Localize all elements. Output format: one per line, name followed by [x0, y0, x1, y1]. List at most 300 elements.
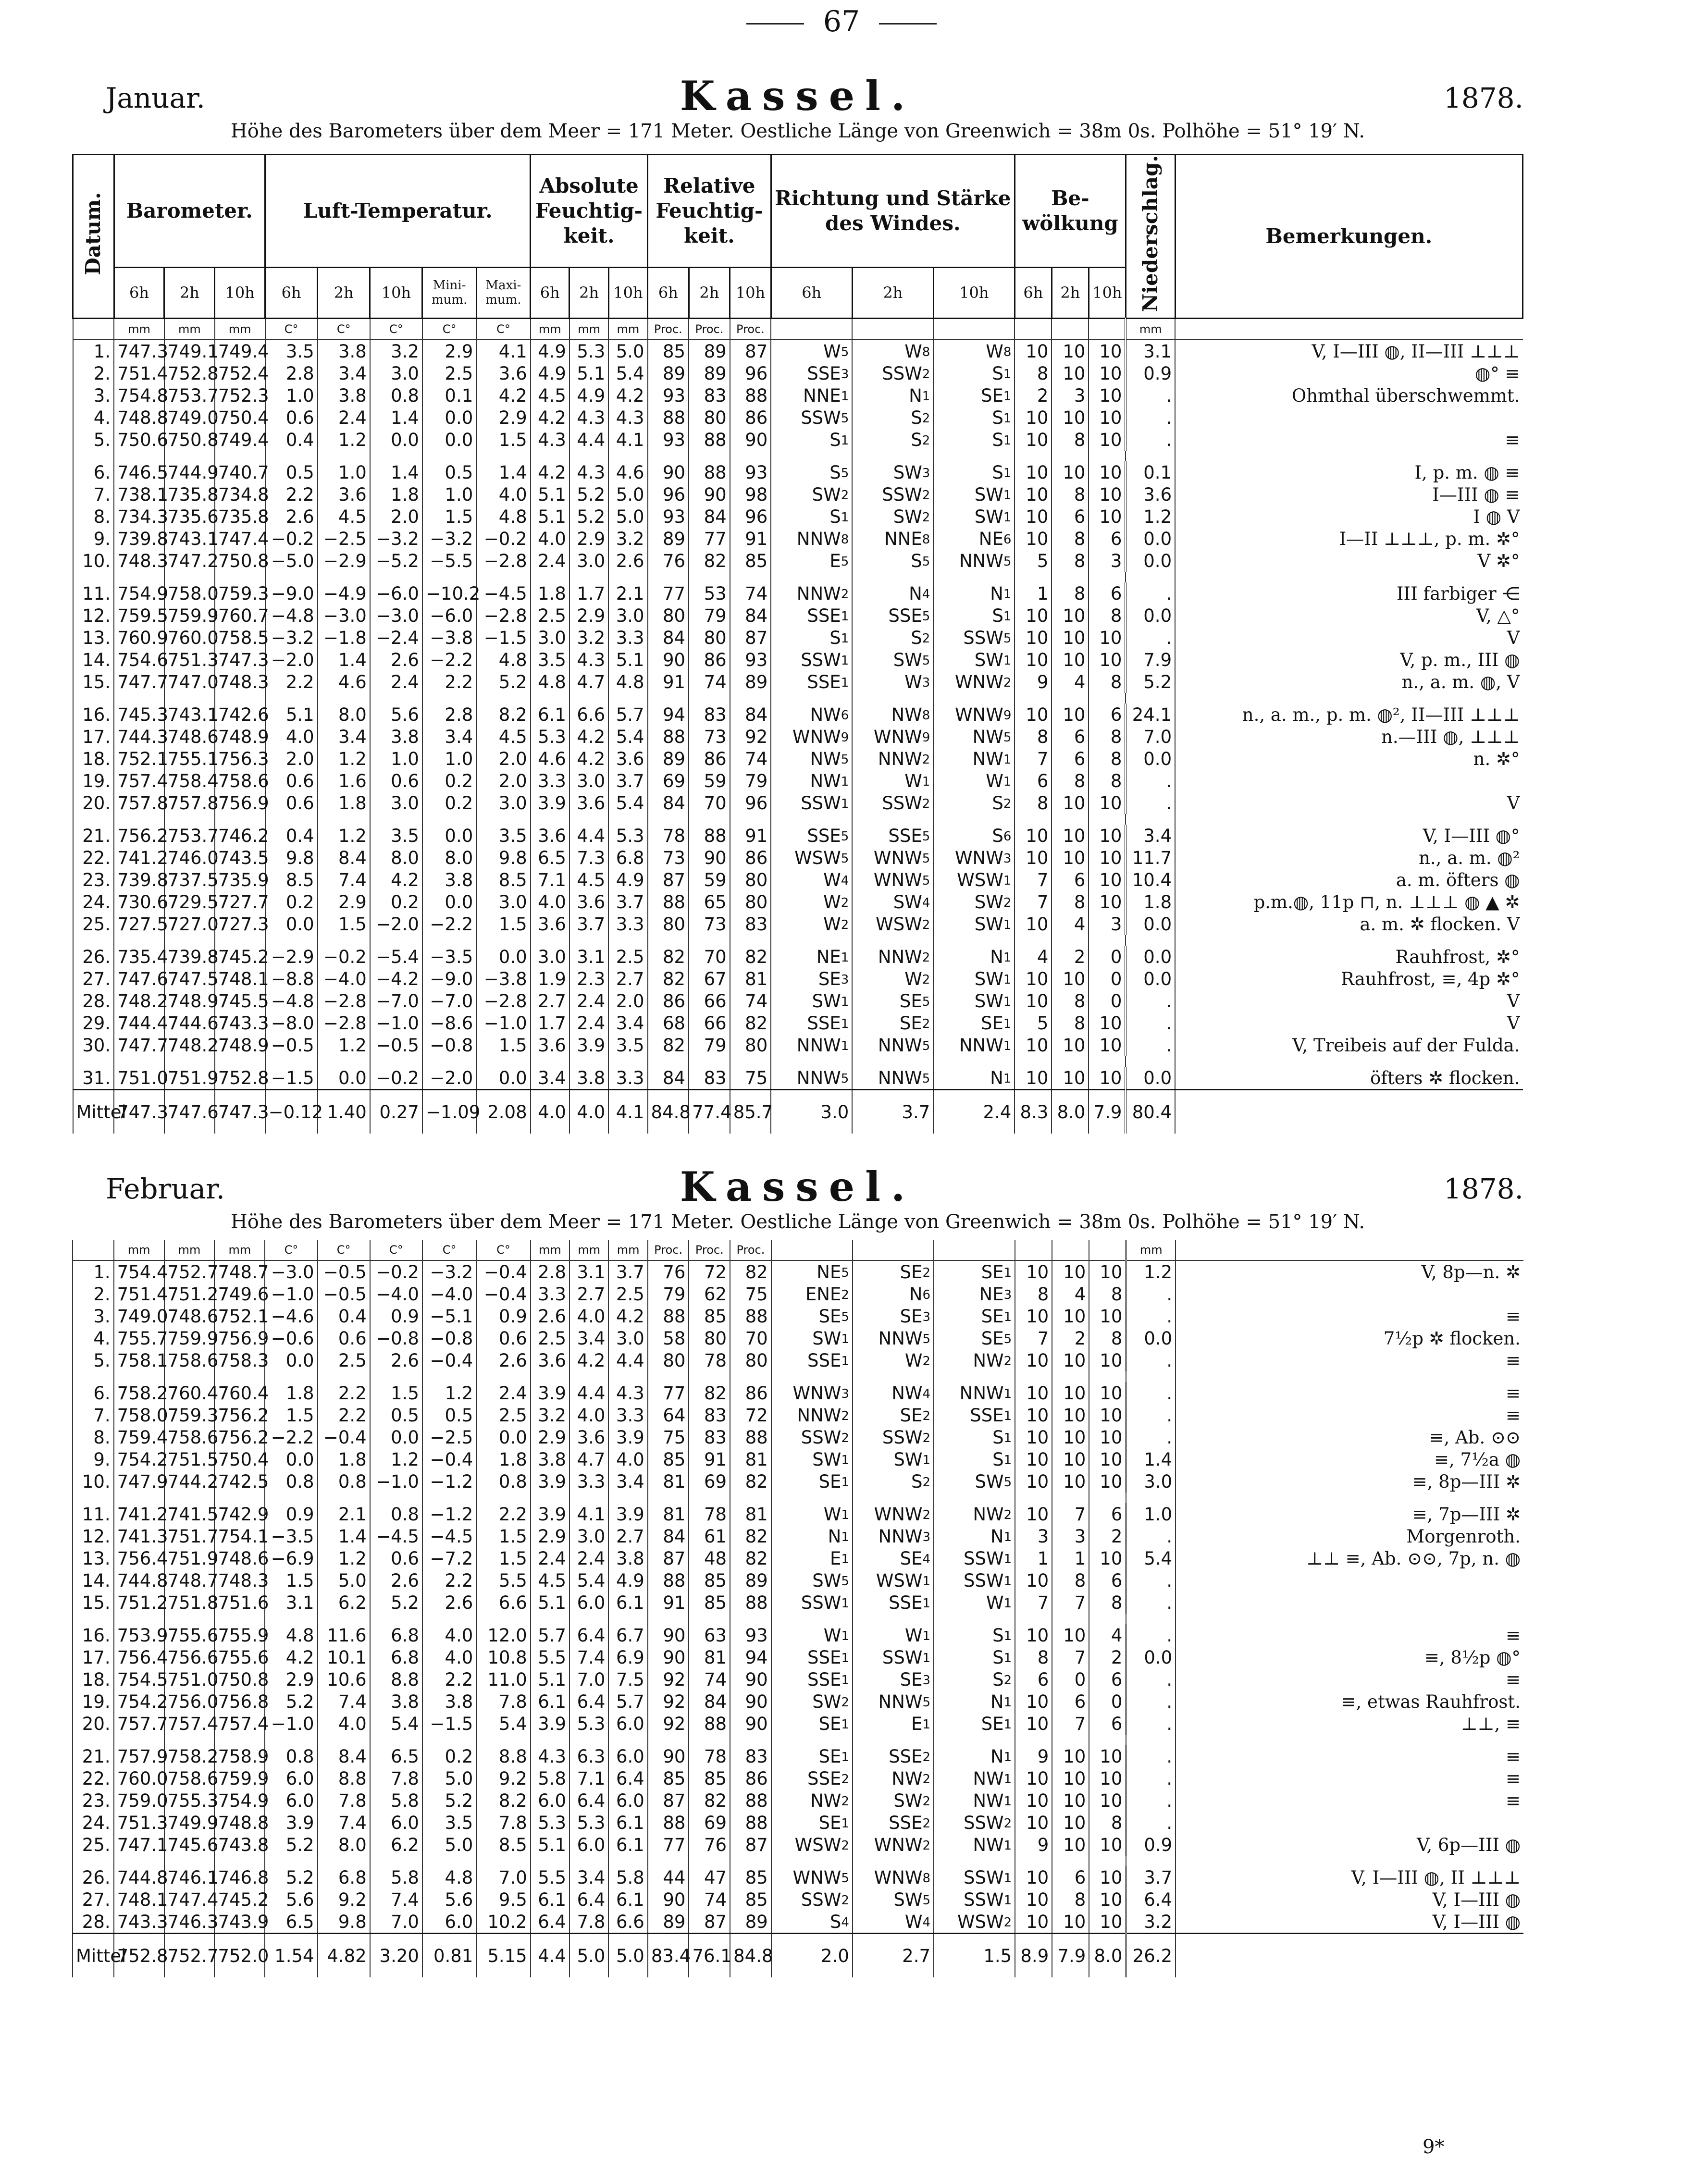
wind-direction: WSW — [876, 913, 922, 935]
value-cell: −2.8 — [318, 1012, 370, 1034]
value-cell: 6.1 — [531, 1690, 569, 1713]
value-cell: −5.5 — [422, 550, 476, 572]
table-row — [73, 792, 1523, 814]
wind-direction: SE — [900, 1548, 923, 1569]
cloud-cell: 10 — [1015, 1426, 1052, 1448]
wind-direction: SSE — [889, 1592, 923, 1613]
wind-direction: SW — [893, 1449, 923, 1470]
wind-strength: 5 — [922, 851, 930, 866]
value-cell: 742.5 — [214, 1470, 265, 1493]
value-cell: −1.5 — [422, 1713, 476, 1735]
value-cell: 757.7 — [114, 1713, 164, 1735]
remark-cell: ≡, 7½a ◍ — [1176, 1448, 1523, 1470]
wind-strength: 1 — [841, 1596, 849, 1611]
cloud-cell: 7 — [1015, 1592, 1052, 1614]
gap-cell — [1015, 1371, 1052, 1382]
remark-cell: ≡, etwas Rauhfrost. — [1176, 1690, 1523, 1713]
value-cell: 751.9 — [164, 1067, 215, 1090]
mean-cell: 0.27 — [370, 1090, 422, 1134]
gap-cell — [569, 693, 608, 703]
value-cell: 752.8 — [164, 362, 215, 384]
wind-cell — [934, 1470, 1015, 1493]
wind-strength: 1 — [841, 1750, 849, 1764]
value-cell: 745.5 — [215, 990, 265, 1012]
cloud-cell: 10 — [1089, 627, 1126, 649]
wind-strength: 1 — [1003, 1408, 1012, 1423]
value-cell: 749.0 — [164, 407, 215, 429]
wind-strength: 1 — [1003, 972, 1012, 987]
value-cell: −1.8 — [318, 627, 370, 649]
mean-wind-cell: 2.7 — [853, 1934, 934, 1978]
value-cell: 0.6 — [265, 792, 318, 814]
value-cell: 0.5 — [370, 1404, 422, 1426]
gap-cell — [422, 935, 476, 946]
wind-direction: SSW — [882, 363, 922, 384]
value-cell: 2.7 — [569, 1283, 608, 1305]
cloud-cell: 10 — [1015, 1470, 1052, 1493]
value-cell: 8.0 — [318, 1834, 370, 1856]
value-cell: 89 — [730, 1911, 771, 1934]
footer-signature-mark: 9* — [1423, 2136, 1445, 2158]
wind-cell — [934, 1448, 1015, 1470]
remark-cell: V, I—III ◍ — [1176, 1888, 1523, 1911]
value-cell: 84 — [730, 703, 771, 726]
wind-cell — [933, 703, 1015, 726]
cloud-header: Be-wölkung — [1015, 155, 1126, 268]
value-cell: 66 — [689, 1012, 730, 1034]
wind-direction: NW — [973, 1834, 1004, 1855]
wind-cell — [934, 1349, 1015, 1371]
wind-strength: 2 — [922, 1354, 931, 1369]
value-cell: 6.4 — [608, 1767, 647, 1789]
value-cell: 2.6 — [531, 1305, 569, 1327]
wind-direction: SE — [818, 1812, 842, 1833]
col-2h: 2h — [1052, 267, 1089, 318]
value-cell: 756.9 — [214, 1327, 265, 1349]
value-cell: 730.6 — [114, 891, 164, 913]
table-row — [73, 1503, 1523, 1525]
wind-strength: 1 — [1003, 774, 1012, 789]
remark-cell: n. ✲° — [1175, 748, 1522, 770]
value-cell: −6.0 — [422, 605, 476, 627]
wind-cell — [933, 506, 1015, 528]
wind-strength: 5 — [922, 873, 930, 888]
col-10h: 10h — [215, 267, 265, 318]
value-cell: 6.4 — [569, 1789, 608, 1812]
wind-strength: 1 — [841, 774, 849, 789]
day-cell: 7. — [73, 483, 114, 506]
value-cell: 748.1 — [114, 1888, 164, 1911]
unit-cell: C° — [476, 1240, 530, 1260]
gap-cell — [422, 814, 476, 825]
value-cell: 88 — [730, 1592, 771, 1614]
value-cell: 2.4 — [569, 990, 608, 1012]
value-cell: 82 — [689, 550, 730, 572]
wind-strength: 5 — [841, 1071, 849, 1086]
wind-strength: 4 — [922, 1386, 931, 1401]
value-cell: 735.8 — [215, 506, 265, 528]
gap-cell — [1089, 1371, 1126, 1382]
wind-direction: SW — [893, 462, 922, 483]
gap-cell — [1175, 935, 1522, 946]
cloud-cell: 4 — [1015, 946, 1052, 968]
precip-cell: 0.0 — [1126, 946, 1175, 968]
value-cell: 5.0 — [608, 483, 647, 506]
wind-strength: 4 — [922, 1552, 931, 1567]
value-cell: 751.3 — [114, 1812, 164, 1834]
gap-cell — [215, 1056, 265, 1067]
value-cell: 3.0 — [476, 891, 530, 913]
value-cell: 2.2 — [422, 1668, 476, 1690]
day-cell: 15. — [73, 671, 114, 693]
value-cell: 1.4 — [318, 1525, 370, 1547]
value-cell: 0.6 — [476, 1327, 530, 1349]
value-cell: 760.7 — [215, 605, 265, 627]
value-cell: 80 — [689, 407, 730, 429]
unit-cell — [1176, 1240, 1523, 1260]
day-cell: 25. — [73, 913, 114, 935]
unit-cell — [852, 319, 933, 340]
wind-strength: 2 — [922, 411, 930, 426]
day-cell: 2. — [73, 1283, 114, 1305]
value-cell: 84 — [730, 605, 771, 627]
wind-direction: SSE — [807, 1350, 842, 1371]
value-cell: 2.6 — [422, 1592, 476, 1614]
wind-direction: WNW — [954, 847, 1003, 868]
wind-direction: S — [992, 825, 1003, 846]
gap-cell — [214, 1493, 265, 1503]
wind-cell — [933, 1012, 1015, 1034]
value-cell: 86 — [689, 748, 730, 770]
precip-cell: . — [1126, 990, 1175, 1012]
wind-strength: 5 — [922, 994, 930, 1009]
table-row — [73, 1789, 1523, 1812]
gap-cell — [689, 1735, 730, 1745]
table-row — [73, 748, 1523, 770]
wind-cell — [934, 1404, 1015, 1426]
gap-cell — [164, 1735, 215, 1745]
value-cell: 760.0 — [114, 1767, 164, 1789]
wind-direction: SW — [974, 913, 1003, 935]
wind-direction: SW — [974, 968, 1003, 989]
value-cell: 755.6 — [214, 1646, 265, 1668]
value-cell: 7.8 — [569, 1911, 608, 1934]
value-cell: 758.5 — [215, 627, 265, 649]
value-cell: 2.4 — [318, 407, 370, 429]
wind-direction: NNW — [959, 1382, 1004, 1404]
group-gap — [73, 1493, 1523, 1503]
cloud-cell: 10 — [1089, 1866, 1126, 1888]
mean-precip-cell: 26.2 — [1126, 1934, 1176, 1978]
cloud-cell: 10 — [1015, 1812, 1052, 1834]
wind-cell — [852, 1034, 933, 1056]
table-row — [73, 1067, 1523, 1090]
value-cell: 90 — [648, 1646, 689, 1668]
value-cell: 747.0 — [164, 671, 215, 693]
value-cell: 756.6 — [164, 1646, 215, 1668]
mean-wind-cell: 2.0 — [771, 1934, 853, 1978]
wind-direction: S — [829, 462, 841, 483]
cloud-cell: 10 — [1052, 1448, 1089, 1470]
value-cell: 744.4 — [114, 1012, 164, 1034]
gap-cell — [422, 1614, 476, 1624]
wind-cell — [771, 429, 852, 451]
gap-cell — [422, 451, 476, 461]
col-6h: 6h — [114, 267, 164, 318]
gap-cell — [73, 451, 114, 461]
wind-direction: NNW — [959, 1035, 1003, 1056]
wind-direction: SSE — [807, 1012, 841, 1034]
remark-cell: ≡, 8½p ◍° — [1176, 1646, 1523, 1668]
value-cell: −2.8 — [476, 990, 530, 1012]
cloud-cell: 10 — [1089, 1382, 1126, 1404]
value-cell: 82 — [648, 968, 689, 990]
wind-direction: SSE — [889, 1746, 923, 1767]
cloud-cell: 8 — [1052, 1569, 1089, 1592]
value-cell: 89 — [689, 340, 730, 362]
gap-cell — [1015, 1056, 1052, 1067]
wind-strength: 4 — [841, 1915, 849, 1930]
cloud-cell: 8 — [1052, 528, 1089, 550]
wind-strength: 5 — [841, 466, 849, 481]
gap-cell — [1052, 1614, 1089, 1624]
value-cell: 65 — [689, 891, 730, 913]
value-cell: 3.2 — [370, 340, 422, 362]
wind-cell — [852, 671, 933, 693]
wind-direction: SW — [812, 1691, 842, 1712]
value-cell: 734.3 — [114, 506, 164, 528]
gap-cell — [214, 1371, 265, 1382]
table-row — [73, 1525, 1523, 1547]
wind-cell — [771, 1012, 852, 1034]
value-cell: 0.6 — [370, 1547, 422, 1569]
value-cell: 84 — [689, 506, 730, 528]
value-cell: 70 — [689, 792, 730, 814]
value-cell: 80 — [730, 1349, 771, 1371]
value-cell: 1.8 — [318, 1448, 370, 1470]
col-2h: 2h — [569, 267, 608, 318]
wind-direction: W — [823, 1625, 842, 1646]
wind-direction: S — [992, 1427, 1004, 1448]
cloud-cell: 10 — [1089, 825, 1126, 847]
value-cell: 5.0 — [422, 1834, 476, 1856]
wind-cell — [853, 1668, 934, 1690]
value-cell: 757.8 — [164, 792, 215, 814]
wind-strength: 5 — [1003, 631, 1012, 646]
wind-strength: 1 — [922, 389, 930, 404]
value-cell: 93 — [730, 461, 771, 483]
value-cell: 2.1 — [608, 582, 647, 605]
wind-direction: SE — [818, 1746, 842, 1767]
value-cell: 90 — [648, 1624, 689, 1646]
wind-strength: 1 — [841, 1354, 849, 1369]
value-cell: 2.4 — [569, 1012, 608, 1034]
value-cell: 4.2 — [569, 726, 608, 748]
value-cell: 2.7 — [531, 990, 569, 1012]
gap-cell — [648, 1056, 689, 1067]
wind-cell — [771, 605, 852, 627]
value-cell: 3.6 — [531, 1349, 569, 1371]
value-cell: 2.1 — [318, 1503, 370, 1525]
value-cell: 83 — [689, 703, 730, 726]
value-cell: 751.7 — [164, 1525, 215, 1547]
value-cell: 4.3 — [608, 1382, 647, 1404]
remark-cell: ≡ — [1175, 429, 1522, 451]
wind-strength: 1 — [841, 1673, 849, 1688]
wind-cell — [933, 869, 1015, 891]
wind-direction: N — [909, 583, 922, 604]
value-cell: 87 — [730, 340, 771, 362]
wind-direction: NW — [973, 1504, 1004, 1525]
value-cell: 4.4 — [608, 1349, 647, 1371]
remark-cell: I, p. m. ◍ ≡ — [1175, 461, 1522, 483]
gap-cell — [1175, 451, 1522, 461]
value-cell: −1.0 — [370, 1012, 422, 1034]
gap-cell — [370, 1614, 422, 1624]
precip-cell: . — [1126, 792, 1175, 814]
wind-strength: 1 — [1003, 510, 1012, 525]
value-cell: 752.7 — [164, 1260, 215, 1283]
gap-cell — [1126, 1856, 1176, 1866]
wind-cell — [771, 340, 852, 362]
value-cell: 2.7 — [608, 968, 647, 990]
gap-cell — [730, 1056, 771, 1067]
wind-cell — [933, 1034, 1015, 1056]
unit-cell: mm — [608, 319, 647, 340]
unit-cell: mm — [531, 1240, 569, 1260]
value-cell: 741.2 — [114, 1503, 164, 1525]
cloud-cell: 10 — [1089, 1767, 1126, 1789]
wind-direction: NW — [891, 1768, 923, 1789]
value-cell: 747.4 — [164, 1888, 215, 1911]
value-cell: 754.5 — [114, 1668, 164, 1690]
value-cell: 90 — [730, 1713, 771, 1735]
value-cell: 0.1 — [422, 384, 476, 407]
value-cell: 750.8 — [215, 550, 265, 572]
value-cell: 6.5 — [265, 1911, 317, 1934]
value-cell: 5.6 — [422, 1888, 476, 1911]
cloud-cell: 10 — [1015, 1305, 1052, 1327]
value-cell: 751.9 — [164, 1547, 215, 1569]
gap-cell — [648, 693, 689, 703]
gap-cell — [164, 1056, 215, 1067]
day-cell: 28. — [73, 1911, 114, 1934]
value-cell: 84 — [689, 1690, 730, 1713]
cloud-cell: 10 — [1089, 483, 1126, 506]
value-cell: 0.8 — [370, 1503, 422, 1525]
wind-strength: 1 — [1003, 1038, 1012, 1053]
value-cell: 748.3 — [214, 1569, 265, 1592]
value-cell: −3.8 — [476, 968, 530, 990]
value-cell: −6.0 — [370, 582, 422, 605]
wind-cell — [771, 1404, 853, 1426]
precip-cell: . — [1126, 1812, 1176, 1834]
value-cell: 759.9 — [164, 1327, 215, 1349]
value-cell: 93 — [730, 1624, 771, 1646]
wind-direction: S — [829, 429, 841, 450]
remark-cell: p.m.◍, 11p ⊓, n. ⊥⊥⊥ ◍ ▲ ✲ — [1175, 891, 1522, 913]
gap-cell — [164, 935, 215, 946]
cloud-cell: 10 — [1052, 1382, 1089, 1404]
value-cell: 755.7 — [114, 1327, 164, 1349]
day-cell: 19. — [73, 770, 114, 792]
value-cell: −2.9 — [318, 550, 370, 572]
day-cell: 13. — [73, 1547, 114, 1569]
wind-strength: 1 — [841, 1332, 849, 1346]
wind-direction: W — [986, 341, 1003, 362]
wind-direction: N — [990, 1526, 1004, 1547]
value-cell: −3.5 — [265, 1525, 317, 1547]
wind-cell — [853, 1305, 934, 1327]
value-cell: 4.5 — [569, 869, 608, 891]
wind-strength: 2 — [922, 367, 930, 382]
value-cell: 5.8 — [370, 1789, 422, 1812]
remark-cell: ≡, Ab. ⊙⊙ — [1176, 1426, 1523, 1448]
cloud-cell: 4 — [1052, 913, 1089, 935]
value-cell: 748.2 — [164, 1034, 215, 1056]
wind-strength: 2 — [922, 752, 930, 767]
gap-cell — [1089, 1856, 1126, 1866]
value-cell: 742.6 — [215, 703, 265, 726]
gap-cell — [265, 693, 318, 703]
precip-cell: 11.7 — [1126, 847, 1175, 869]
value-cell: −6.9 — [265, 1547, 317, 1569]
value-cell: −3.2 — [422, 1260, 476, 1283]
wind-direction: SW — [812, 484, 841, 505]
value-cell: 5.7 — [531, 1624, 569, 1646]
wind-direction: SSE — [807, 605, 841, 626]
value-cell: 3.4 — [531, 1067, 569, 1090]
gap-cell — [370, 572, 422, 582]
value-cell: 0.4 — [265, 825, 318, 847]
value-cell: −5.1 — [422, 1305, 476, 1327]
group-gap — [73, 451, 1523, 461]
wind-direction: SSW — [964, 1867, 1004, 1888]
gap-cell — [1015, 1493, 1052, 1503]
mean-cloud-cell: 7.9 — [1089, 1090, 1126, 1134]
remark-cell: n., a. m. ◍, V — [1175, 671, 1522, 693]
value-cell: 79 — [689, 1034, 730, 1056]
value-cell: 3.1 — [569, 1260, 608, 1283]
gap-cell — [853, 1371, 934, 1382]
wind-strength: 4 — [841, 873, 849, 888]
value-cell: 2.6 — [608, 550, 647, 572]
value-cell: 77 — [648, 1834, 689, 1856]
value-cell: 755.6 — [164, 1624, 215, 1646]
remark-cell: Rauhfrost, ✲° — [1175, 946, 1522, 968]
value-cell: 8.8 — [476, 1745, 530, 1767]
col-10h: 10h — [608, 267, 647, 318]
wind-direction: SE — [981, 1306, 1004, 1327]
cloud-cell: 10 — [1052, 1911, 1089, 1934]
gap-cell — [476, 572, 530, 582]
gap-cell — [1126, 1371, 1176, 1382]
gap-cell — [73, 1371, 114, 1382]
value-cell: 74 — [689, 1888, 730, 1911]
day-cell: 4. — [73, 407, 114, 429]
unit-cell — [771, 1240, 853, 1260]
group-gap — [73, 1614, 1523, 1624]
gap-cell — [771, 1056, 852, 1067]
gap-cell — [164, 1856, 215, 1866]
value-cell: 3.0 — [370, 362, 422, 384]
value-cell: 82 — [648, 1034, 689, 1056]
value-cell: 746.8 — [214, 1866, 265, 1888]
wind-direction: WSW — [794, 847, 841, 868]
value-cell: 0.9 — [265, 1503, 317, 1525]
wind-cell — [852, 825, 933, 847]
wind-direction: NNW — [878, 1067, 922, 1088]
